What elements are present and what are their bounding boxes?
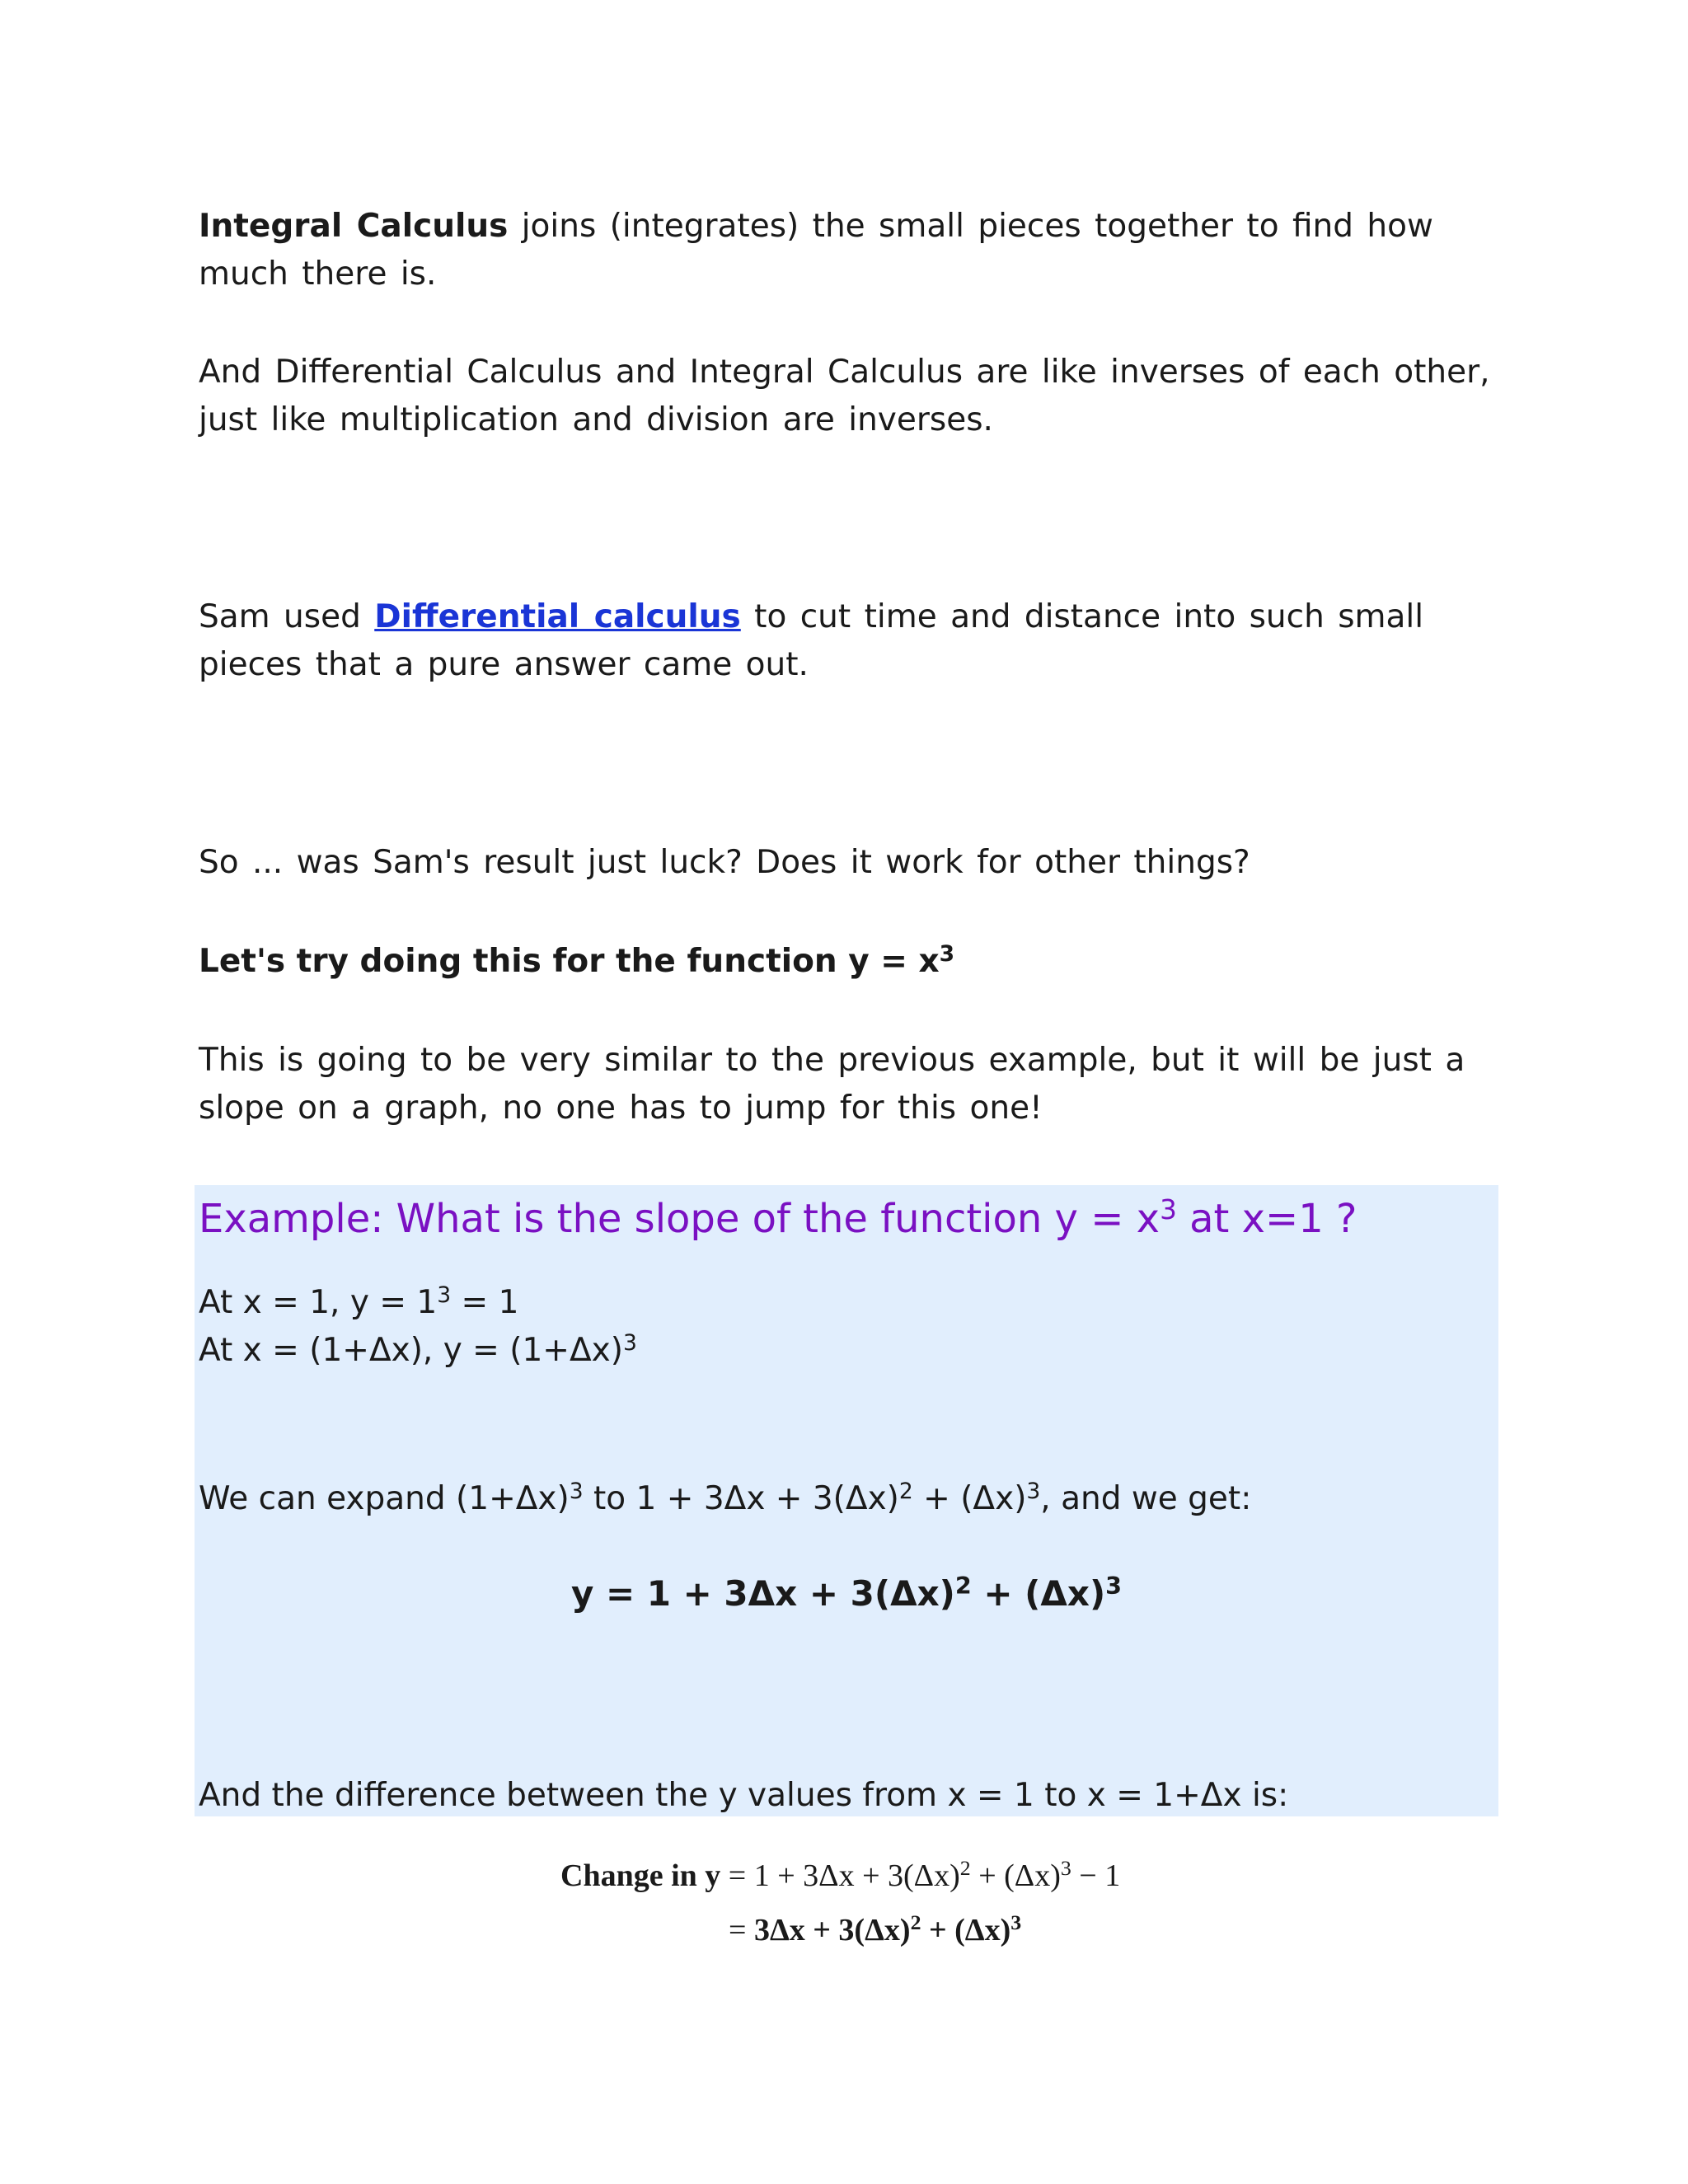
equation-text: + (Δx) [970,1858,1061,1893]
paragraph-inverses: And Differential Calculus and Integral Calculus are like inverses of each other, just like multiplication and division are inverses. [199,354,1490,438]
superscript: 2 [959,1856,971,1881]
equation-text: + (Δx) [921,1913,1011,1947]
change-in-y-line2 [729,1907,1021,1953]
title-text: at x=1 ? [1176,1196,1357,1242]
line-text: = 1 [451,1284,519,1321]
superscript: 2 [898,1478,913,1504]
example-line-x1dx [199,1327,637,1375]
superscript: 3 [1160,1193,1177,1226]
expanded-equation [195,1569,1498,1619]
equation-text: y = 1 + 3Δx + 3(Δx) [570,1573,955,1614]
line-text: , and we get: [1040,1480,1252,1517]
line-text: to 1 + 3Δx + 3(Δx) [583,1480,899,1517]
paragraph-text: joins (integrates) the small pieces together to find how much there is. [199,208,1433,293]
example-difference: And the difference between the y values from x = 1 to x = 1+Δx is: [199,1777,1289,1814]
paragraph-text: Sam used [199,598,375,635]
superscript: 3 [939,940,955,967]
equation-text: + (Δx) [971,1573,1106,1614]
superscript: 2 [954,1571,972,1600]
superscript: 3 [1026,1478,1041,1504]
superscript: 3 [437,1282,452,1308]
change-in-y-label: Change in y [560,1858,721,1893]
equation-text: − 1 [1071,1858,1121,1893]
paragraph-sams-result: So ... was Sam's result just luck? Does it work for other things? [199,844,1250,881]
equation-text: = [729,1913,754,1947]
paragraph-text: to cut time and distance into such small pieces that a pure answer came out. [199,598,1424,683]
paragraph-integral-calculus [199,203,1501,298]
section-heading [199,938,954,986]
superscript: 3 [1060,1856,1071,1881]
superscript: 3 [1105,1571,1123,1600]
line-text: At x = (1+Δx), y = (1+Δx) [199,1332,623,1369]
title-text: Example: What is the slope of the function y = x [199,1196,1160,1242]
line-text: We can expand (1+Δx) [199,1480,570,1517]
example-expand [199,1475,1251,1523]
superscript: 3 [622,1329,637,1356]
change-in-y-line1 [560,1853,1120,1899]
integral-calculus-term: Integral Calculus [199,208,509,245]
superscript: 3 [1010,1910,1022,1935]
equation-text: = 1 + 3Δx + 3(Δx) [720,1858,960,1893]
example-title [199,1192,1357,1246]
superscript: 2 [910,1910,921,1935]
heading-text: Let's try doing this for the function y = x [199,943,940,980]
change-result [753,1910,1022,1947]
line-text: At x = 1, y = 1 [199,1284,438,1321]
superscript: 3 [569,1478,584,1504]
paragraph-similar: This is going to be very similar to the previous example, but it will be just a slope on a graph, no one has to jump for this one! [199,1042,1465,1127]
equation-text: 3Δx + 3(Δx) [753,1913,911,1947]
example-line-x1 [199,1279,518,1327]
line-text: + (Δx) [912,1480,1027,1517]
differential-calculus-link[interactable]: Differential calculus [374,598,741,635]
paragraph-sam-used [199,593,1501,689]
